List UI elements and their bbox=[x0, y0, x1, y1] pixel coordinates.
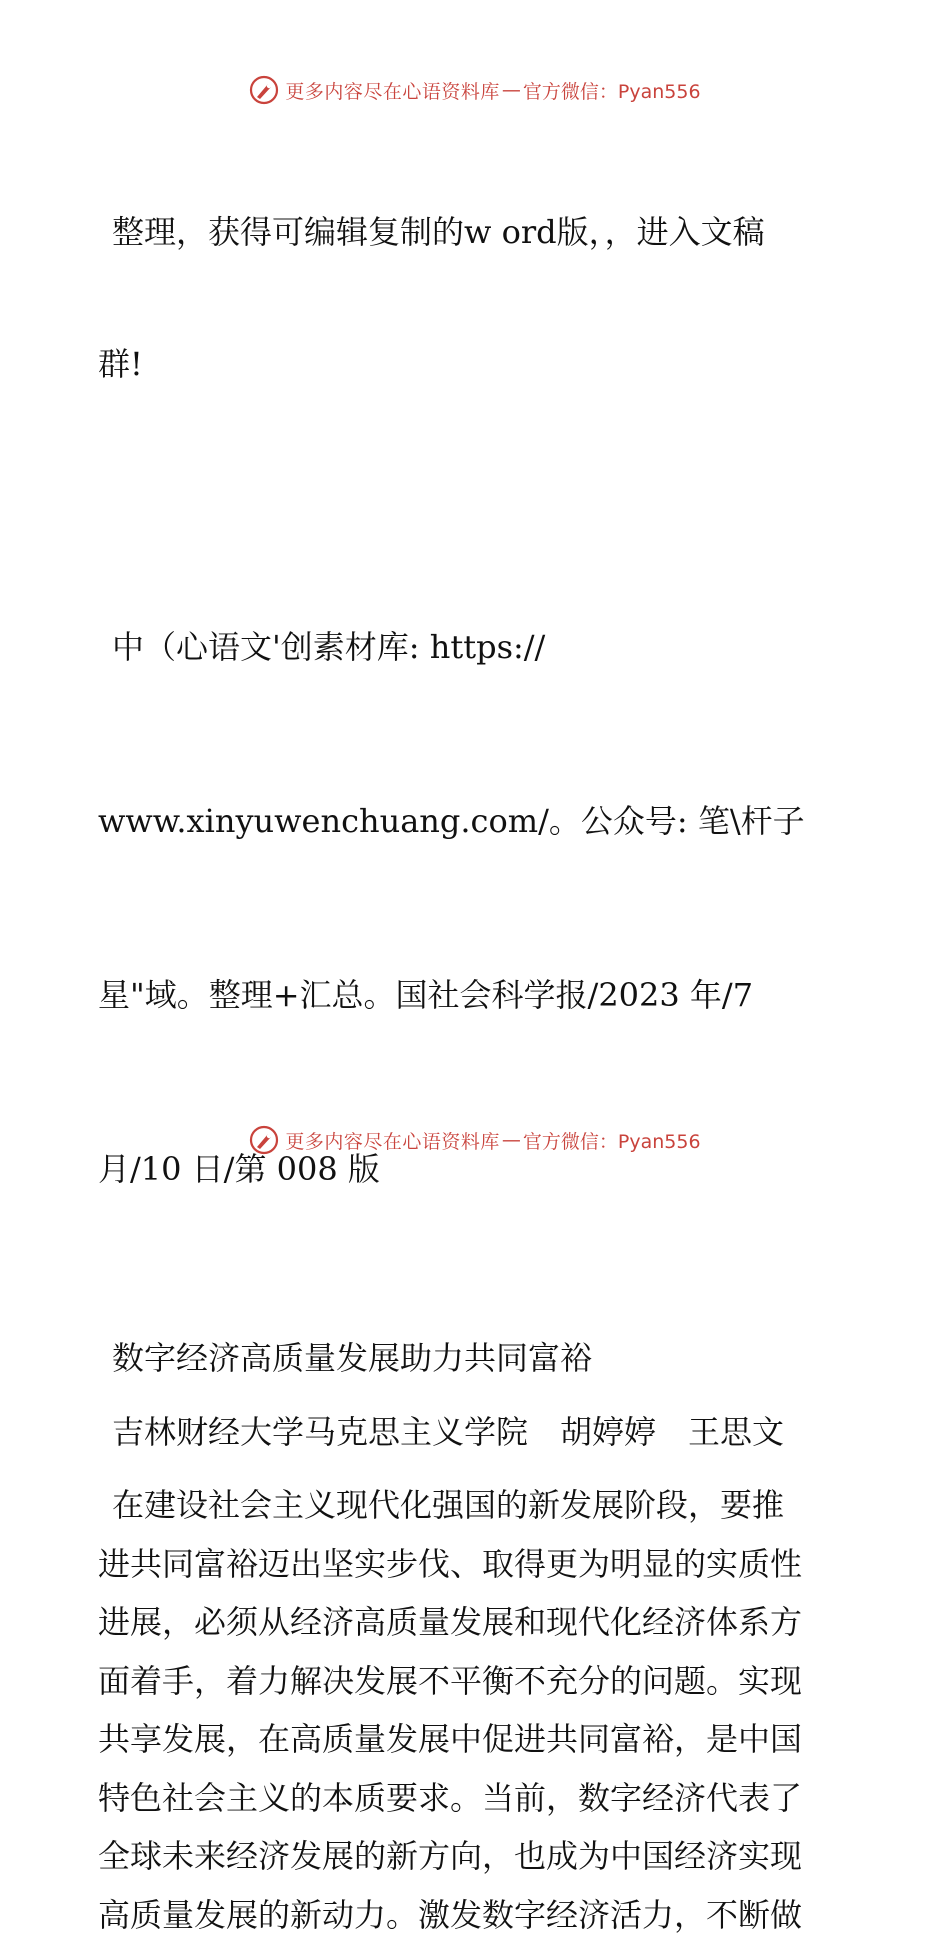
banner-main-text: 更多内容尽在心语资料库 bbox=[285, 1127, 500, 1154]
banner-separator: — bbox=[502, 1129, 521, 1151]
intro-line: 群! bbox=[98, 342, 858, 386]
body-line: 高质量发展的新动力。激发数字经济活力，不断做 bbox=[98, 1886, 858, 1944]
article-title: 数字经济高质量发展助力共同富裕 bbox=[98, 1336, 858, 1380]
header-banner bbox=[0, 70, 950, 110]
source-line: 月/10 日/第 008 版 bbox=[98, 1140, 858, 1198]
article-authors: 吉林财经大学马克思主义学院 胡婷婷 王思文 bbox=[98, 1410, 858, 1454]
body-line: 进展，必须从经济高质量发展和现代化经济体系方 bbox=[98, 1593, 858, 1652]
banner-wechat-text: 官方微信：Pyan556 bbox=[523, 77, 701, 104]
banner-main-text: 更多内容尽在心语资料库 bbox=[285, 77, 500, 104]
source-line: 中（心语文'创素材库: https:// bbox=[98, 618, 858, 676]
body-line: 共享发展，在高质量发展中促进共同富裕，是中国 bbox=[98, 1710, 858, 1769]
body-line: 在建设社会主义现代化强国的新发展阶段，要推 bbox=[98, 1476, 858, 1535]
pen-nib-logo-icon bbox=[249, 1125, 279, 1155]
banner-separator: — bbox=[502, 79, 521, 101]
article-body bbox=[98, 1476, 858, 1944]
source-line: 星"域。整理+汇总。国社会科学报/2023 年/7 bbox=[98, 966, 858, 1024]
body-line: 特色社会主义的本质要求。当前，数字经济代表了 bbox=[98, 1769, 858, 1828]
body-line: 进共同富裕迈出坚实步伐、取得更为明显的实质性 bbox=[98, 1535, 858, 1594]
banner-wechat-text: 官方微信：Pyan556 bbox=[523, 1127, 701, 1154]
source-line: www.xinyuwenchuang.com/。公众号: 笔\杆子 bbox=[98, 792, 858, 850]
intro-paragraph bbox=[98, 122, 858, 474]
pen-nib-logo-icon bbox=[249, 75, 279, 105]
document-body bbox=[98, 122, 858, 1944]
source-paragraph bbox=[98, 502, 858, 1314]
footer-banner bbox=[0, 1120, 950, 1160]
intro-line: 整理，获得可编辑复制的w ord版，，进入文稿 bbox=[98, 210, 858, 254]
body-line: 全球未来经济发展的新方向，也成为中国经济实现 bbox=[98, 1827, 858, 1886]
body-line: 面着手，着力解决发展不平衡不充分的问题。实现 bbox=[98, 1652, 858, 1711]
